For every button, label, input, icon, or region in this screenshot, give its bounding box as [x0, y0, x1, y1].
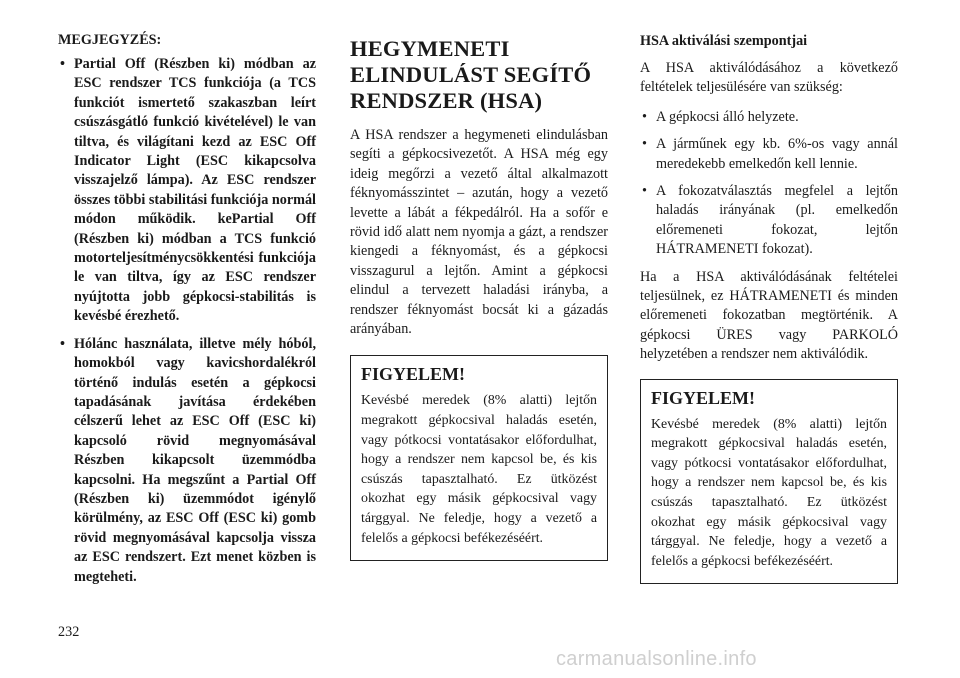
warning-box	[350, 355, 608, 561]
note-bullet-list	[58, 55, 316, 587]
watermark: carmanualsonline.info	[556, 648, 757, 670]
hsa-intro-column	[350, 32, 608, 561]
activation-paragraph: Ha a HSA aktiválódásának feltételei teljesülnek, ez HÁTRAMENETI és minden előremeneti fokozatban megtörténik. A gépkocsi ÜRES vagy PARKOLÓ helyzetében a rendszer nem aktiválódik.	[640, 268, 898, 363]
list-item	[640, 108, 898, 127]
list-item-text: Hólánc használata, illetve mély hóból, homokból vagy kavicshordalékról történő indulás esetén a gépkocsi tapadásának javítása érdekében célszerű lehet az ESC Off (ESC ki) kapcsoló rövid megnyomásával Részben kikapcsolt üzemmódba kapcsolni. Ha megszűnt a Partial Off (Részben ki) üzemmódot igénylő körülmény, az ESC Off (ESC ki) gomb rövid megnyomásával kapcsolja vissza az ESC rendszert. Ezt menet közben is megteheti.	[74, 335, 316, 585]
list-item	[640, 135, 898, 174]
list-item	[58, 55, 316, 327]
list-item-text: Partial Off (Részben ki) módban az ESC rendszer TCS funkciója (a TCS funkciót ismertető szakaszban leírt csúszásgátló funkció kivételével) le van tiltva, és világítani kezd az ESC Off Indicator Light (ESC kikapcsolva visszajelző lámpa). Az ESC rendszer összes többi stabilitási funkciója normál módon működik. kePartial Off (Részben ki) módban a TCS funkció motorteljesítménycsökkentési funkciója le van tiltva, így az ESC rendszer nyújtotta jobb gépkocsi-stabilitás is kevésbé érezhető.	[74, 56, 316, 325]
list-item-text: A gépkocsi álló helyzete.	[656, 108, 799, 125]
warning-title: FIGYELEM!	[361, 364, 466, 385]
note-column	[58, 32, 316, 595]
warning-text: Kevésbé meredek (8% alatti) lejtőn megrakott gépkocsival haladás esetén, vagy pótkocsi vontatásakor előfordulhat, hogy a rendszer nem kapcsol be, és kis csúszás tapasztalható. Ez ütközést okozhat egy másik gépkocsival vagy tárggyal. Ne feledje, hogy a vezető a felelős a gépkocsi befékezéséért.	[651, 416, 887, 569]
subsection-heading: HSA aktiválási szempontjai	[640, 33, 808, 49]
bullet-icon: •	[60, 56, 65, 72]
bullet-icon: •	[60, 335, 65, 352]
warning-title: FIGYELEM!	[651, 387, 756, 408]
criteria-list	[640, 108, 898, 260]
list-item-text: A fokozatválasztás megfelel a lejtőn haladás irányának (pl. emelkedőn előremeneti fokozat, lejtőn HÁTRAMENETI fokozat).	[656, 183, 898, 258]
list-item	[58, 335, 316, 587]
warning-box	[640, 379, 898, 585]
hsa-criteria-column	[640, 32, 898, 584]
bullet-icon: •	[642, 136, 647, 153]
bullet-icon: •	[642, 108, 647, 125]
bullet-icon: •	[642, 183, 647, 200]
list-item	[640, 182, 898, 260]
page-number: 232	[58, 624, 80, 640]
note-heading: MEGJEGYZÉS:	[58, 32, 162, 48]
list-item-text: A járműnek egy kb. 6%-os vagy annál meredekebb emelkedőn kell lennie.	[656, 136, 898, 172]
warning-text: Kevésbé meredek (8% alatti) lejtőn megrakott gépkocsival haladás esetén, vagy pótkocsi vontatásakor előfordulhat, hogy a rendszer nem kapcsol be, és kis csúszás tapasztalható. Ez ütközést okozhat egy másik gépkocsival vagy tárggyal. Ne feledje, hogy a vezető a felelős a gépkocsi befékezéséért.	[361, 393, 597, 546]
hsa-description: A HSA rendszer a hegymeneti elindulásban segíti a gépkocsivezetőt. A HSA még egy ideig megőrzi a vezető által alkalmazott féknyomásszintet – azután, hogy a vezető levette a lábát a fékpedálról. Ha a sofőr e rövid idő alatt nem nyomja a gázt, a rendszer kiengedi a féknyomást, és a gépkocsi visszagurul a lejtőn. Amint a gépkocsi elindul a tervezett haladási irányba, a rendszer féknyomást bocsát ki a gázadás arányában.	[350, 127, 608, 338]
criteria-intro: A HSA aktiválódásához a következő feltételek teljesülésére van szükség:	[640, 60, 898, 96]
section-title: HEGYMENETI ELINDULÁST SEGÍTŐ RENDSZER (HSA)	[350, 36, 592, 113]
